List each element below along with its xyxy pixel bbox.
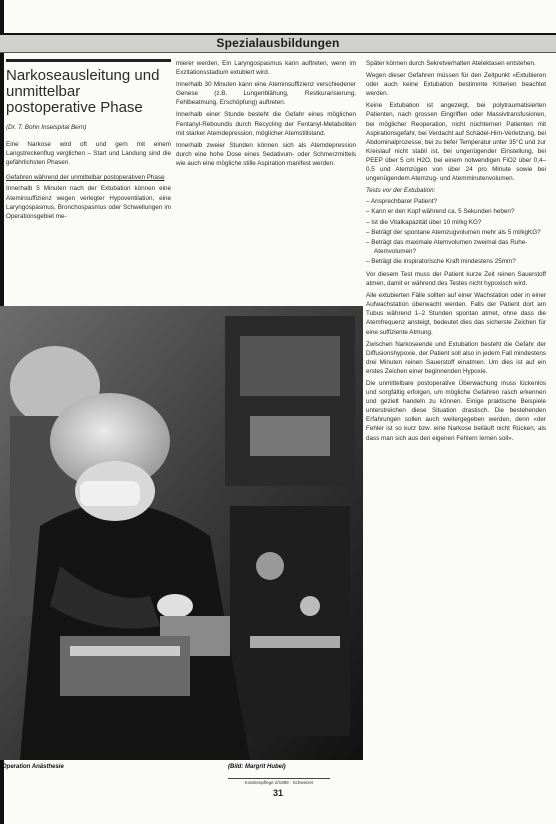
section-header-bar	[0, 33, 556, 53]
paragraph: Wegen dieser Gefahren müssen für den Zeitpunkt «Extubieren oder auch keine Extubation bestimmte Kriterien beachtet werden.	[366, 72, 546, 98]
operating-room-photo	[0, 306, 363, 760]
paragraph: Innerhalb zweier Stunden können sich als Atemdepression durch eine hohe Dose eines Sedativum- oder Schmerzmittels wie auch eine mögliche stille Aspiration manifest werden.	[176, 141, 356, 167]
photo-illustration	[0, 306, 363, 760]
list-item: – Kann er den Kopf während ca. 5 Sekunden heben?	[366, 208, 515, 216]
page-number: 31	[272, 788, 283, 798]
paragraph: mierer werden. Ein Laryngospasmus kann auftreten, wenn im Exzitationsstadium extubiert wird.	[176, 60, 356, 77]
article-intro: Eine Narkose wird oft und gern mit einem Langstreckenflug verglichen – Start und Landung sind die gefährlichsten Phasen.	[6, 141, 171, 167]
list-item: – Ist die Vitalkapazität über 10 ml/kg KG?	[366, 218, 482, 226]
list-item: – Beträgt das maximale Atemvolumen zweimal das Ruhe-Atemvolumen?	[366, 238, 528, 255]
paragraph: Keine Extubation ist angezeigt, bei polytraumatisierten Patienten, nach grossen Eingriffen oder Massivtransfusionen, bei möglicher Reoperation, nicht nüchternen Patienten mit Aspirationsgefahr, bei Verdacht auf Schädel-Hirn-Verletzung, bei Abdominalprozesse, bei zu tiefer Temperatur unter 35°C und zur Kreislauf nicht stabil ist, bei ungenügender Einstellung, bei PEEP über 5 cm H2O, bei einem notwendigen FiO2 über 0,4–0,5 und Atemzügen von über 24 pro Minute sowie bei ungenügendem Atemzug- und Atemminutenvolumen.	[366, 102, 546, 183]
photo-caption-left: Operation Anästhesie	[2, 764, 64, 770]
section-title: Spezialausbildungen	[216, 36, 340, 50]
paragraph: Innerhalb 30 Minuten kann eine Ateminsuffizienz verschiedener Genese (z.B. Lungenblähung, Restkurarisierung, Fehlbeatmung, Erschöpfung) auftreten.	[176, 81, 356, 107]
title-rule	[6, 59, 171, 62]
tests-heading: Tests vor der Extubation:	[366, 187, 436, 195]
paragraph: Innerhalb 5 Minuten nach der Extubation können eine Ateminsuffizienz wegen verlegter Hypoventilation, eine Laryngospasmus, Bronchospasmus oder Schwellungen im Operationsgebiet me-	[6, 185, 171, 220]
paragraph: Alle extubierten Fälle sollten auf einer Wachstation oder in einer Aufwachstation überwacht werden. Falls der Patient dort am Tubus während 1–2 Stunden spontan atmet, ohne dass die Atemfrequenz ansteigt, bedeutet dies das sicherste Zeichen für eine suffiziente Atmung.	[366, 292, 546, 336]
article-column-1	[6, 59, 171, 224]
photo-credit: (Bild: Margrit Hubel)	[228, 764, 286, 770]
subhead-dangers: Gefahren während der unmittelbar postoperativen Phase	[6, 174, 165, 182]
paragraph: Später können durch Sekretverhalten Atelektasen entstehen.	[366, 60, 536, 67]
paragraph: Die unmittelbare postoperative Überwachung muss lückenlos und sorgfältig erfolgen, um mögliche Gefahren rasch erkennen und gezielt handeln zu können. Einige praktische Beispiele unterstreichen diese Situation drastisch. Die bestehenden Erfahrungen sollen auch weitergegeben werden, denn «der Fehler ist so kurz bzw. eine Narkose beiläuft nicht Rücken, als dass man sich aus den eigenen Fehlern lernen soll».	[366, 380, 546, 442]
article-byline: (Dr. T. Bohn Inselspital Bern)	[6, 124, 87, 131]
list-item: – Beträgt die inspiratorische Kraft mindestens 25mm?	[366, 257, 516, 265]
list-item: – Ansprechbarer Patient?	[366, 198, 438, 206]
paragraph: Vor diesem Test muss der Patient kurze Zeit reinen Sauerstoff atmen, damit er während des Testes nicht hypoxisch wird.	[366, 270, 546, 288]
article-title: Narkoseausleitung und unmittelbar postoperative Phase	[6, 67, 160, 116]
paragraph: Zwischen Narkoseende und Extubation besteht die Gefahr der Diffusionshypoxie, der Patient soll also in jedem Fall mindestens drei Minuten reinen Sauerstoff einatmen. Um dies ist auf ein erstes Zeichen einer beginnenden Hypoxie.	[366, 340, 546, 375]
article-column-2	[176, 59, 356, 171]
footer-publication: Krankenpflege 2/1989 · Schweizer	[244, 780, 314, 785]
list-item: – Beträgt der spontane Atemzugvolumen mehr als 5 ml/kgKG?	[366, 228, 541, 236]
tests-list	[366, 197, 546, 266]
footer-rule	[228, 778, 330, 779]
article-column-3	[366, 59, 546, 446]
paragraph: Innerhalb einer Stunde besteht die Gefahr eines möglichen Fentanyl-Reboundis durch Recycling der Fentanyl-Metaboliten mit starker Atemdepression, möglicher Atemstillstand.	[176, 111, 356, 137]
